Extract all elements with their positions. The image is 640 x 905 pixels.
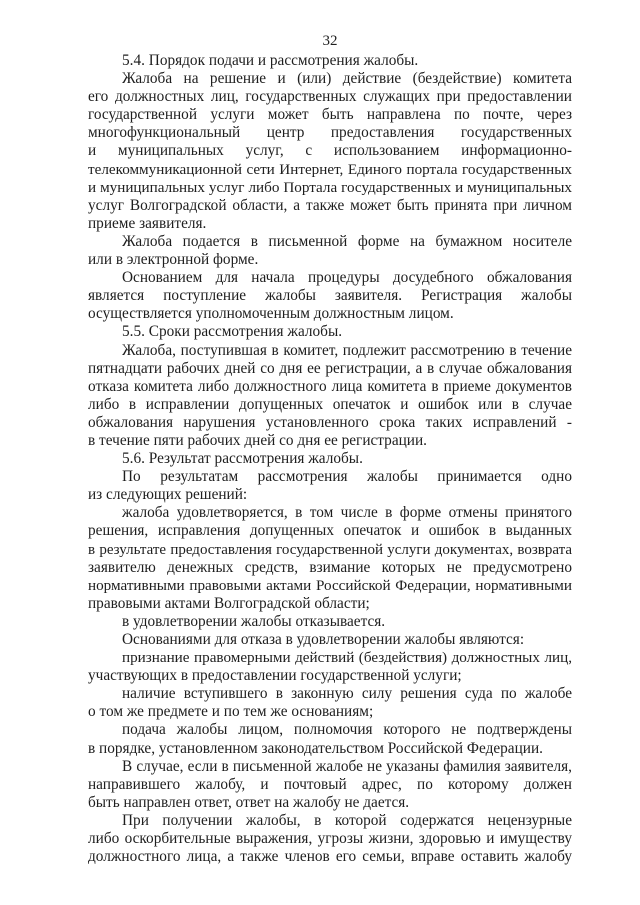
text-line: телекоммуникационной сети Интернет, Единого портала государственных: [88, 160, 572, 178]
paragraph: [88, 613, 572, 631]
text-line: В случае, если в письменной жалобе не указаны фамилия заявителя,: [122, 757, 572, 775]
text-line: в течение пяти рабочих дней со дня ее регистрации.: [88, 431, 427, 449]
text-line: услуг Волгоградской области, а также может быть принята при личном: [88, 196, 572, 214]
paragraph: [88, 631, 572, 649]
paragraph-continued: [88, 812, 572, 866]
paragraph: [88, 721, 572, 757]
text-line: либо оскорбительные выражения, угрозы жизни, здоровью и имуществу: [88, 830, 572, 848]
section-5-5: [88, 323, 572, 450]
page-number: 32: [322, 33, 338, 49]
text-line: из следующих решений:: [88, 486, 248, 504]
text-line: решения, исправления допущенных опечаток и ошибок в выданных: [88, 522, 572, 540]
text-line: его должностных лиц, государственных служащих при предоставлении: [88, 88, 572, 106]
text-line: Жалоба подается в письменной форме на бумажном носителе: [122, 232, 572, 250]
section-heading: [88, 52, 572, 70]
text-line: осуществляется уполномоченным должностным лицом.: [88, 305, 454, 323]
text-line: и муниципальных услуг, с использованием информационно-: [88, 142, 572, 160]
text-line: заявителю денежных средств, взимание которых не предусмотрено: [88, 558, 572, 576]
text-line: Основанием для начала процедуры досудебного обжалования: [122, 269, 572, 287]
section-heading-text: 5.6. Результат рассмотрения жалобы.: [122, 450, 363, 468]
section-heading: [88, 450, 572, 468]
paragraph: [88, 70, 572, 233]
text-line: подача жалобы лицом, полномочия которого не подтверждены: [122, 721, 572, 739]
paragraph: [88, 649, 572, 685]
text-line: отказа комитета либо должностного лица комитета в приеме документов: [88, 377, 572, 395]
text-line: государственной услуги может быть направлена по почте, через: [88, 106, 572, 124]
text-line: обжалования нарушения установленного срока таких исправлений -: [88, 413, 572, 431]
text-line: в порядке, установленном законодательством Российской Федерации.: [88, 739, 543, 757]
document-body: [88, 52, 572, 866]
section-heading-text: 5.5. Сроки рассмотрения жалобы.: [122, 323, 343, 341]
section-heading: [88, 323, 572, 341]
text-line: быть направлен ответ, ответ на жалобу не дается.: [88, 793, 410, 811]
text-line: многофункциональный центр предоставления государственных: [88, 124, 572, 142]
text-line: в результате предоставления государственной услуги документах, возврата: [88, 541, 572, 558]
text-line: признание правомерными действий (бездействия) должностных лиц,: [122, 649, 572, 667]
text-line: или в электронной форме.: [88, 251, 259, 269]
text-line: По результатам рассмотрения жалобы принимается одно: [122, 468, 572, 486]
text-line: либо в исправлении допущенных опечаток и ошибок или в случае: [88, 395, 572, 413]
text-line: Основаниями для отказа в удовлетворении жалобы являются:: [122, 631, 525, 648]
text-line: правовыми актами Волгоградской области;: [88, 594, 370, 612]
text-line: приеме заявителя.: [88, 214, 207, 232]
text-line: жалоба удовлетворяется, в том числе в форме отмены принятого: [122, 504, 572, 522]
paragraph: [88, 468, 572, 504]
paragraph: [88, 758, 572, 812]
text-line: является поступление жалобы заявителя. Регистрация жалобы: [88, 287, 572, 305]
text-line: о том же предмете и по тем же основаниям;: [88, 703, 374, 721]
text-line: Жалоба на решение и (или) действие (бездействие) комитета: [122, 70, 572, 88]
text-line: нормативными правовыми актами Российской Федерации, нормативными: [88, 576, 572, 594]
text-line: направившего жалобу, и почтовый адрес, по которому должен: [88, 775, 572, 793]
section-5-6: [88, 450, 572, 866]
text-line: должностного лица, а также членов его семьи, вправе оставить жалобу: [88, 848, 572, 866]
text-line: участвующих в предоставлении государственной услуги;: [88, 667, 462, 685]
section-heading-text: 5.4. Порядок подачи и рассмотрения жалобы.: [122, 52, 419, 69]
text-line: Жалоба, поступившая в комитет, подлежит рассмотрению в течение: [122, 341, 572, 359]
text-line: в удовлетворении жалобы отказывается.: [122, 612, 386, 630]
text-line: При получении жалобы, в которой содержатся нецензурные: [122, 811, 572, 829]
section-5-4: [88, 52, 572, 323]
paragraph: [88, 233, 572, 269]
paragraph: [88, 269, 572, 323]
text-line: пятнадцати рабочих дней со дня ее регистрации, а в случае обжалования: [88, 359, 572, 377]
text-line: наличие вступившего в законную силу решения суда по жалобе: [122, 685, 572, 703]
paragraph: [88, 685, 572, 721]
paragraph: [88, 342, 572, 451]
paragraph: [88, 504, 572, 613]
text-line: и муниципальных услуг либо Портала государственных и муниципальных: [88, 178, 572, 196]
